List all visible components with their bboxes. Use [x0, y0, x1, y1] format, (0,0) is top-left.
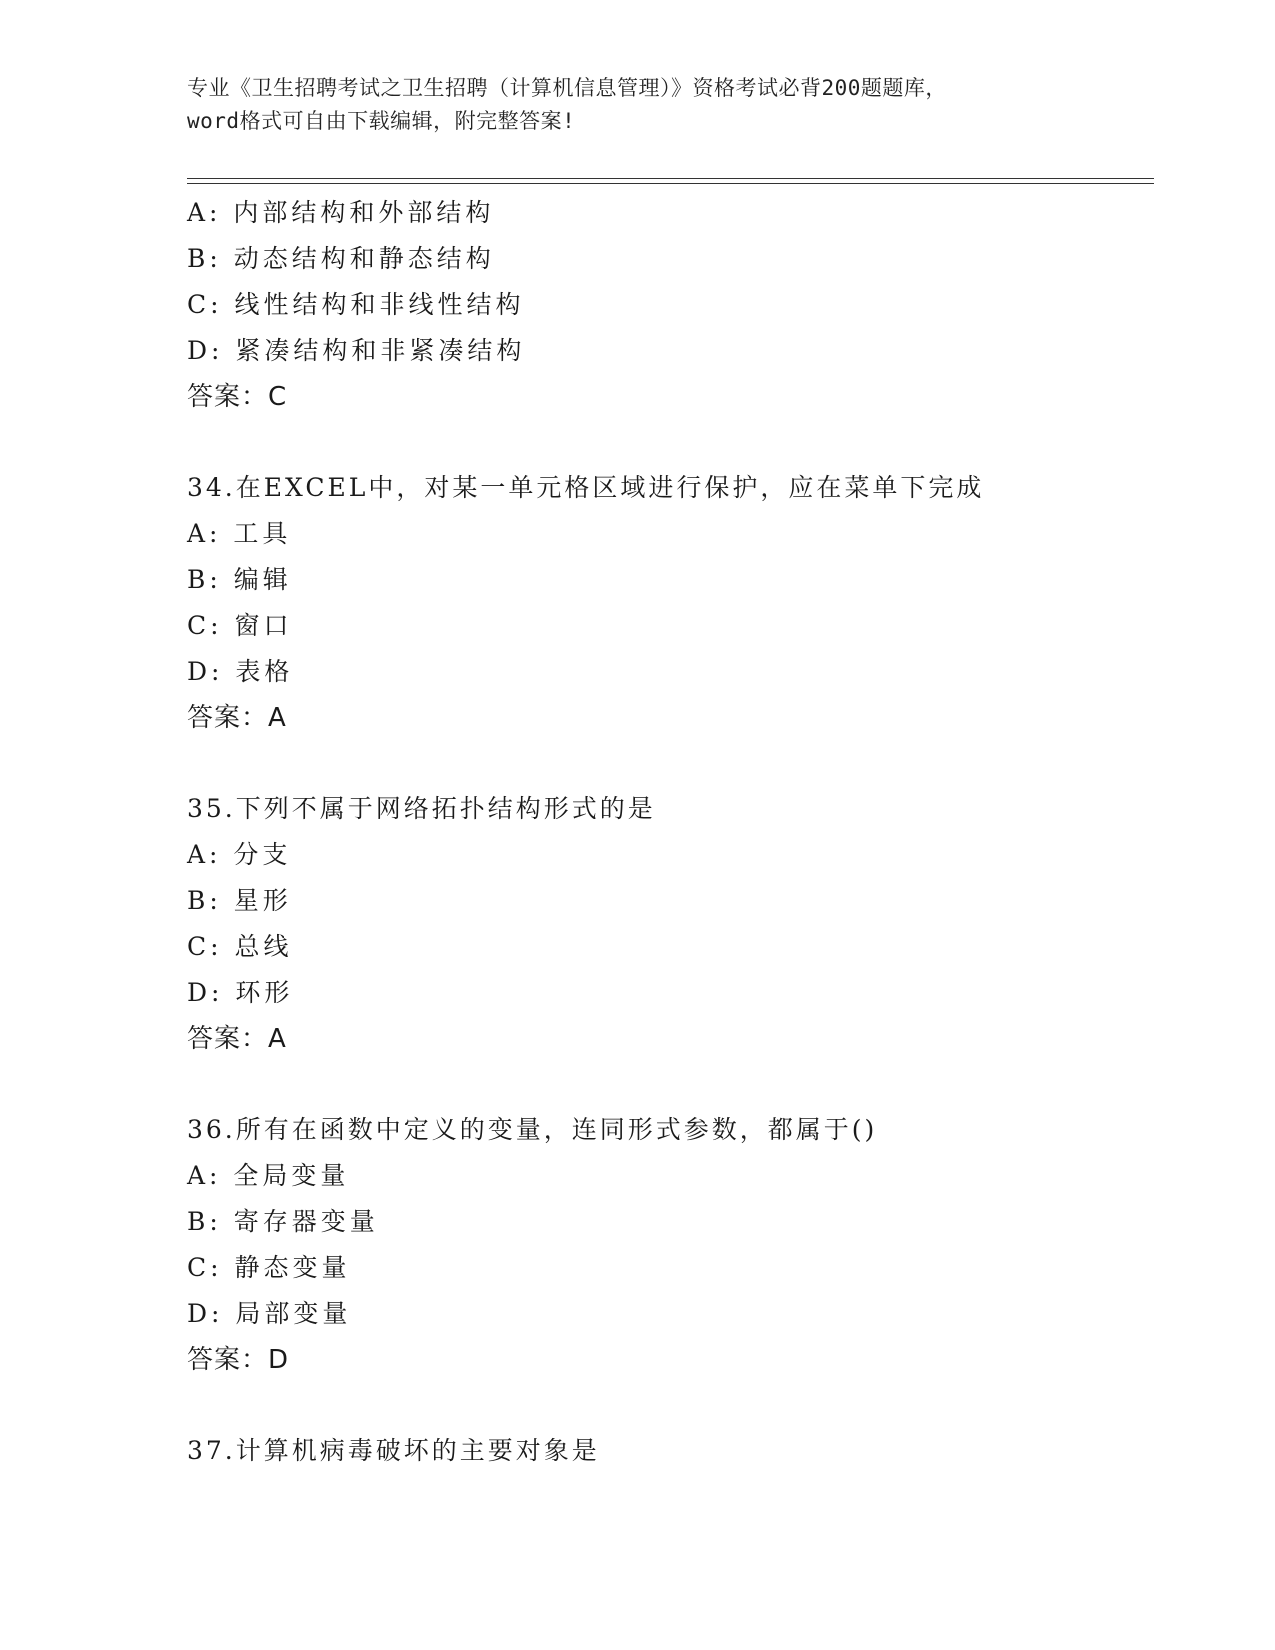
question-spacer	[187, 420, 1147, 465]
question-spacer	[187, 1383, 1147, 1428]
question-list	[187, 190, 1147, 1474]
answer-label: 答案：A	[187, 1024, 287, 1054]
option-a: A: 工具	[187, 519, 292, 548]
header-divider-top	[187, 178, 1154, 179]
document-header	[187, 72, 1087, 138]
option-b: B: 动态结构和静态结构	[187, 244, 495, 273]
header-title-line-1: 专业《卫生招聘考试之卫生招聘（计算机信息管理）》资格考试必背200题题库，	[187, 76, 947, 100]
option-c: C: 静态变量	[187, 1253, 351, 1282]
option-c: C: 窗口	[187, 611, 293, 640]
answer-label: 答案：D	[187, 1345, 290, 1375]
option-d: D: 局部变量	[187, 1299, 352, 1328]
question-34	[187, 465, 1147, 741]
option-a: A: 全局变量	[187, 1161, 350, 1190]
question-37	[187, 1428, 1147, 1474]
option-c: C: 总线	[187, 932, 293, 961]
option-a: A: 内部结构和外部结构	[187, 198, 495, 227]
header-divider-bottom	[187, 183, 1154, 184]
answer-label: 答案：A	[187, 703, 287, 733]
header-title-line-2: word格式可自由下载编辑，附完整答案!	[187, 109, 576, 133]
option-d: D: 紧凑结构和非紧凑结构	[187, 336, 526, 365]
question-36	[187, 1107, 1147, 1383]
question-title: 36.所有在函数中定义的变量，连同形式参数，都属于()	[187, 1115, 878, 1144]
option-a: A: 分支	[187, 840, 292, 869]
question-spacer	[187, 741, 1147, 786]
answer-label: 答案：C	[187, 382, 288, 412]
option-c: C: 线性结构和非线性结构	[187, 290, 525, 319]
question-spacer	[187, 1062, 1147, 1107]
question-33-continued	[187, 190, 1147, 420]
question-title: 34.在EXCEL中，对某一单元格区域进行保护，应在菜单下完成	[187, 473, 985, 502]
option-d: D: 表格	[187, 657, 294, 686]
option-b: B: 编辑	[187, 565, 292, 594]
option-b: B: 星形	[187, 886, 292, 915]
question-35	[187, 786, 1147, 1062]
option-b: B: 寄存器变量	[187, 1207, 379, 1236]
question-title: 37.计算机病毒破坏的主要对象是	[187, 1436, 600, 1465]
option-d: D: 环形	[187, 978, 294, 1007]
question-title: 35.下列不属于网络拓扑结构形式的是	[187, 794, 656, 823]
